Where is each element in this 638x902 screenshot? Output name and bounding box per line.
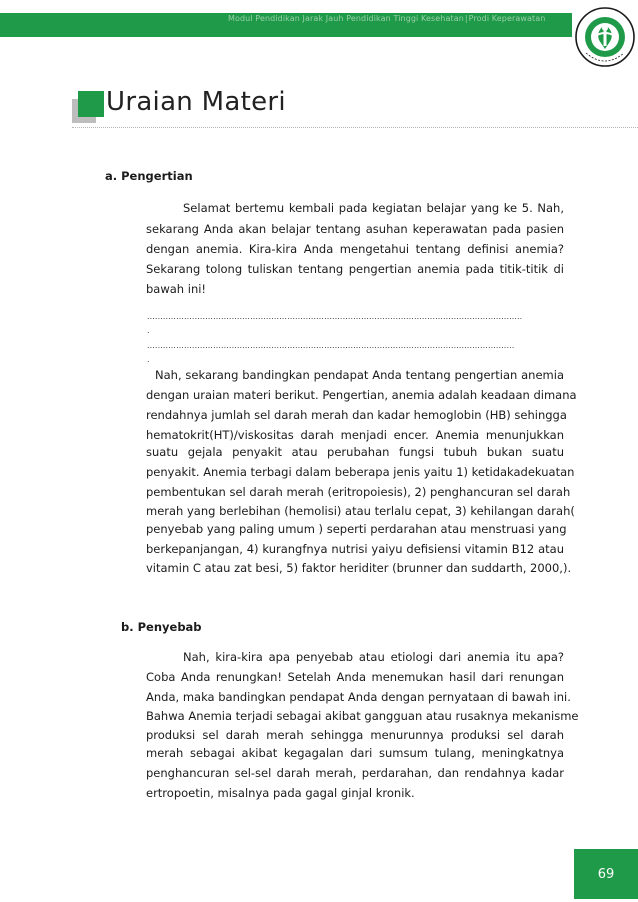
title-square-green [78, 91, 104, 117]
answer-dotted-line: ........................................................................................................................................... [147, 341, 515, 350]
section-b-line: produksi sel darah merah sehingga menurunnya produksi sel darah [146, 728, 564, 742]
section-b-line: Coba Anda renungkan! Setelah Anda menemukan hasil dari renungan [146, 670, 564, 684]
section-a-body-line: berkepanjangan, 4) kurangfnya nutrisi yaiyu defisiensi vitamin B12 atau [146, 542, 564, 556]
section-a-intro-line: dengan anemia. Kira-kira Anda mengetahui tentang definisi anemia? [146, 242, 564, 256]
section-a-body-line: suatu gejala penyakit atau perubahan fungsi tubuh bukan suatu [146, 445, 564, 459]
header-separator: | [464, 14, 468, 23]
page-title: Uraian Materi [106, 87, 286, 117]
section-b-line: penghancuran sel-sel darah merah, perdarahan, dan rendahnya kadar [146, 766, 564, 780]
page-number: 69 [597, 867, 615, 882]
header-program-name: Prodi Keperawatan [468, 14, 546, 23]
section-b-line: Bahwa Anemia terjadi sebagai akibat gangguan atau rusaknya mekanisme [146, 709, 579, 723]
header-text [228, 14, 545, 23]
section-a-body-line: pembentukan sel darah merah (eritropoiesis), 2) penghancuran sel darah [146, 485, 571, 499]
section-b-line: Nah, kira-kira apa penyebab atau etiologi dari anemia itu apa? [183, 650, 564, 664]
section-b-heading: b. Penyebab [121, 620, 202, 634]
answer-dotted-line: .............................................................................................................................................. [147, 312, 523, 321]
section-a-body-line: dengan uraian materi berikut. Pengertian, anemia adalah keadaan dimana [146, 388, 577, 402]
answer-dotted-line: . [147, 355, 150, 364]
section-a-intro-line: Sekarang tolong tuliskan tentang pengertian anemia pada titik-titik di [146, 262, 564, 276]
section-a-body-line: merah yang berlebihan (hemolisi) atau terlalu cepat, 3) kehilangan darah( [146, 504, 575, 518]
section-a-heading: a. Pengertian [105, 169, 193, 183]
section-b-line: ertropoetin, misalnya pada gagal ginjal kronik. [146, 786, 415, 800]
section-a-body-line: rendahnya jumlah sel darah merah dan kadar hemoglobin (HB) sehingga [146, 408, 567, 422]
section-a-body-line: hematokrit(HT)/viskositas darah menjadi encer. Anemia menunjukkan [146, 428, 564, 442]
section-a-body-line: vitamin C atau zat besi, 5) faktor heriditer (brunner dan suddarth, 2000,). [146, 561, 572, 575]
title-divider [72, 127, 638, 128]
section-a-intro-line: sekarang Anda akan belajar tentang asuhan keperawatan pada pasien [146, 222, 564, 236]
page-number-box [574, 849, 638, 899]
section-b-line: merah sebagai akibat kegagalan dari sumsum tulang, meningkatnya [146, 746, 564, 760]
header-module-title: Modul Pendidikan Jarak Jauh Pendidikan Tinggi Kesehatan [228, 14, 464, 23]
section-a-body-line: penyakit. Anemia terbagi dalam beberapa jenis yaitu 1) ketidakadekuatan [146, 465, 575, 479]
section-b-line: Anda, maka bandingkan pendapat Anda dengan pernyataan di bawah ini. [146, 690, 571, 704]
section-a-body-line: Nah, sekarang bandingkan pendapat Anda tentang pengertian anemia [155, 368, 564, 382]
answer-dotted-line: . [147, 326, 150, 335]
section-a-body-line: penyebab yang paling umum ) seperti perdarahan atau menstruasi yang [146, 522, 567, 536]
bakti-husada-logo-icon [574, 1, 636, 77]
section-a-intro-line: Selamat bertemu kembali pada kegiatan belajar yang ke 5. Nah, [183, 201, 564, 215]
section-a-intro-line: bawah ini! [146, 282, 207, 296]
